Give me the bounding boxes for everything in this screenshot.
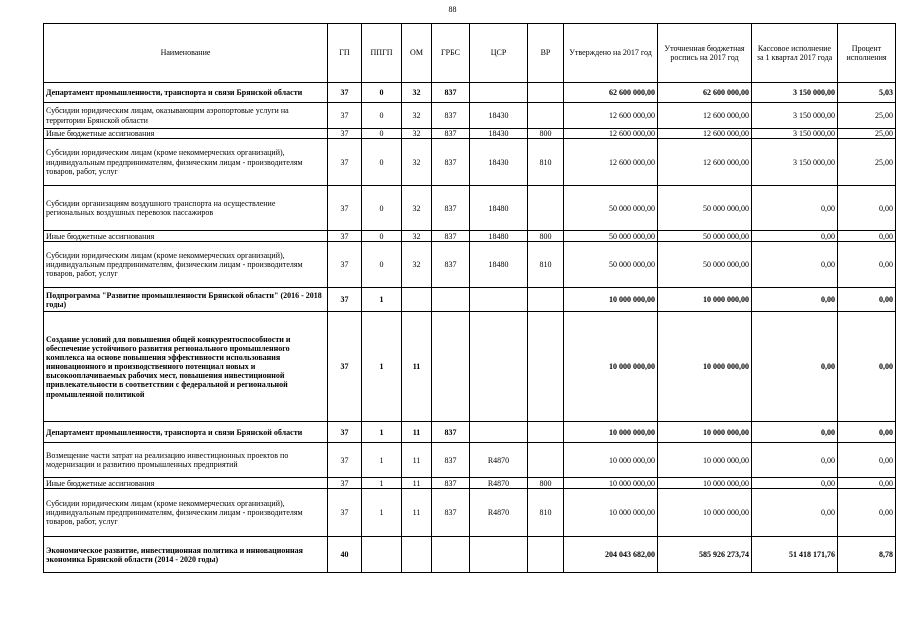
- cell-vr: [528, 186, 564, 231]
- cell-ppgp: 1: [362, 478, 402, 489]
- cell-name: Иные бюджетные ассигнования: [44, 231, 328, 242]
- cell-gp: 37: [328, 83, 362, 103]
- cell-cash: 0,00: [752, 422, 838, 443]
- cell-percent: 25,00: [838, 139, 896, 186]
- cell-csr: 18430: [470, 139, 528, 186]
- cell-vr: 810: [528, 139, 564, 186]
- cell-om: 32: [402, 231, 432, 242]
- cell-vr: [528, 103, 564, 129]
- cell-csr: [470, 288, 528, 312]
- cell-approved: 10 000 000,00: [564, 478, 658, 489]
- cell-approved: 10 000 000,00: [564, 443, 658, 478]
- cell-grbs: 837: [432, 443, 470, 478]
- cell-om: 11: [402, 489, 432, 537]
- table-row: [44, 103, 896, 129]
- cell-percent: 0,00: [838, 186, 896, 231]
- cell-grbs: [432, 312, 470, 422]
- cell-om: 11: [402, 422, 432, 443]
- header-grbs: ГРБС: [432, 24, 470, 83]
- cell-csr: [470, 537, 528, 573]
- cell-om: 32: [402, 139, 432, 186]
- cell-ppgp: 1: [362, 422, 402, 443]
- cell-gp: 37: [328, 242, 362, 288]
- cell-gp: 37: [328, 139, 362, 186]
- table-body: [44, 83, 896, 573]
- cell-approved: 62 600 000,00: [564, 83, 658, 103]
- cell-percent: 25,00: [838, 129, 896, 139]
- cell-vr: [528, 422, 564, 443]
- header-cash: Кассовое исполнение за 1 квартал 2017 года: [752, 24, 838, 83]
- cell-csr: [470, 83, 528, 103]
- cell-gp: 37: [328, 443, 362, 478]
- cell-approved: 10 000 000,00: [564, 288, 658, 312]
- cell-percent: 0,00: [838, 288, 896, 312]
- header-om: ОМ: [402, 24, 432, 83]
- cell-refined: 10 000 000,00: [658, 443, 752, 478]
- header-name: Наименование: [44, 24, 328, 83]
- cell-approved: 12 600 000,00: [564, 139, 658, 186]
- cell-vr: 810: [528, 489, 564, 537]
- cell-gp: 37: [328, 422, 362, 443]
- table-row: [44, 537, 896, 573]
- cell-name: Субсидии юридическим лицам (кроме некоммерческих организаций), индивидуальным предпринимателям, физическим лицам - производителям товаров, работ, услуг: [44, 489, 328, 537]
- table-row: [44, 83, 896, 103]
- cell-percent: 8,78: [838, 537, 896, 573]
- cell-grbs: 837: [432, 231, 470, 242]
- cell-gp: 37: [328, 312, 362, 422]
- cell-cash: 0,00: [752, 489, 838, 537]
- cell-csr: [470, 312, 528, 422]
- cell-om: 11: [402, 478, 432, 489]
- cell-percent: 25,00: [838, 103, 896, 129]
- cell-cash: 3 150 000,00: [752, 83, 838, 103]
- cell-name: Субсидии юридическим лицам, оказывающим аэропортовые услуги на территории Брянской области: [44, 103, 328, 129]
- cell-om: 32: [402, 242, 432, 288]
- table-row: [44, 139, 896, 186]
- cell-cash: 0,00: [752, 443, 838, 478]
- header-gp: ГП: [328, 24, 362, 83]
- cell-name: Экономическое развитие, инвестиционная политика и инновационная экономика Брянской области (2014 - 2020 годы): [44, 537, 328, 573]
- cell-vr: 800: [528, 129, 564, 139]
- table-header-row: [44, 24, 896, 83]
- table-row: [44, 489, 896, 537]
- cell-refined: 50 000 000,00: [658, 186, 752, 231]
- header-approved: Утверждено на 2017 год: [564, 24, 658, 83]
- cell-ppgp: 0: [362, 129, 402, 139]
- header-csr: ЦСР: [470, 24, 528, 83]
- cell-grbs: 837: [432, 422, 470, 443]
- cell-percent: 0,00: [838, 312, 896, 422]
- cell-refined: 50 000 000,00: [658, 242, 752, 288]
- cell-refined: 12 600 000,00: [658, 103, 752, 129]
- cell-vr: 800: [528, 478, 564, 489]
- cell-ppgp: 0: [362, 83, 402, 103]
- cell-grbs: [432, 288, 470, 312]
- cell-name: Иные бюджетные ассигнования: [44, 129, 328, 139]
- cell-csr: 18430: [470, 129, 528, 139]
- cell-refined: 12 600 000,00: [658, 129, 752, 139]
- cell-refined: 10 000 000,00: [658, 478, 752, 489]
- cell-grbs: 837: [432, 139, 470, 186]
- cell-percent: 0,00: [838, 489, 896, 537]
- cell-om: 32: [402, 186, 432, 231]
- cell-approved: 204 043 682,00: [564, 537, 658, 573]
- cell-csr: 18480: [470, 186, 528, 231]
- cell-om: [402, 537, 432, 573]
- cell-percent: 0,00: [838, 231, 896, 242]
- cell-vr: [528, 443, 564, 478]
- table-row: [44, 288, 896, 312]
- cell-om: 32: [402, 129, 432, 139]
- cell-csr: R4870: [470, 478, 528, 489]
- cell-name: Департамент промышленности, транспорта и связи Брянской области: [44, 83, 328, 103]
- cell-percent: 0,00: [838, 478, 896, 489]
- cell-name: Субсидии юридическим лицам (кроме некоммерческих организаций), индивидуальным предпринимателям, физическим лицам - производителям товаров, работ, услуг: [44, 139, 328, 186]
- table-row: [44, 422, 896, 443]
- budget-table: [43, 23, 896, 573]
- cell-cash: 3 150 000,00: [752, 129, 838, 139]
- cell-name: Возмещение части затрат на реализацию инвестиционных проектов по модернизации и развитию промышленных предприятий: [44, 443, 328, 478]
- table-row: [44, 443, 896, 478]
- cell-approved: 50 000 000,00: [564, 231, 658, 242]
- cell-om: 32: [402, 83, 432, 103]
- cell-approved: 10 000 000,00: [564, 312, 658, 422]
- cell-grbs: 837: [432, 103, 470, 129]
- header-vr: ВР: [528, 24, 564, 83]
- cell-gp: 37: [328, 288, 362, 312]
- table-row: [44, 231, 896, 242]
- cell-ppgp: 0: [362, 103, 402, 129]
- table-row: [44, 242, 896, 288]
- cell-gp: 37: [328, 478, 362, 489]
- cell-refined: 585 926 273,74: [658, 537, 752, 573]
- cell-ppgp: 0: [362, 139, 402, 186]
- cell-vr: [528, 83, 564, 103]
- cell-approved: 10 000 000,00: [564, 422, 658, 443]
- cell-percent: 5,03: [838, 83, 896, 103]
- cell-gp: 37: [328, 103, 362, 129]
- cell-ppgp: 1: [362, 312, 402, 422]
- table-row: [44, 129, 896, 139]
- cell-cash: 0,00: [752, 186, 838, 231]
- cell-grbs: 837: [432, 489, 470, 537]
- cell-name: Департамент промышленности, транспорта и связи Брянской области: [44, 422, 328, 443]
- cell-ppgp: 0: [362, 186, 402, 231]
- table-row: [44, 312, 896, 422]
- cell-refined: 10 000 000,00: [658, 489, 752, 537]
- cell-approved: 50 000 000,00: [564, 186, 658, 231]
- cell-gp: 37: [328, 129, 362, 139]
- cell-refined: 12 600 000,00: [658, 139, 752, 186]
- cell-csr: 18430: [470, 103, 528, 129]
- cell-percent: 0,00: [838, 242, 896, 288]
- cell-gp: 37: [328, 489, 362, 537]
- cell-grbs: 837: [432, 83, 470, 103]
- cell-csr: R4870: [470, 443, 528, 478]
- cell-ppgp: 0: [362, 231, 402, 242]
- header-ppgp: ППГП: [362, 24, 402, 83]
- table-row: [44, 186, 896, 231]
- cell-ppgp: [362, 537, 402, 573]
- cell-approved: 12 600 000,00: [564, 129, 658, 139]
- cell-csr: [470, 422, 528, 443]
- cell-refined: 62 600 000,00: [658, 83, 752, 103]
- cell-grbs: 837: [432, 186, 470, 231]
- cell-vr: [528, 537, 564, 573]
- cell-csr: 18480: [470, 231, 528, 242]
- cell-refined: 10 000 000,00: [658, 312, 752, 422]
- cell-grbs: 837: [432, 478, 470, 489]
- cell-name: Иные бюджетные ассигнования: [44, 478, 328, 489]
- cell-refined: 50 000 000,00: [658, 231, 752, 242]
- cell-percent: 0,00: [838, 443, 896, 478]
- cell-csr: R4870: [470, 489, 528, 537]
- cell-ppgp: 1: [362, 443, 402, 478]
- cell-cash: 3 150 000,00: [752, 103, 838, 129]
- cell-refined: 10 000 000,00: [658, 422, 752, 443]
- cell-om: [402, 288, 432, 312]
- cell-cash: 0,00: [752, 231, 838, 242]
- cell-gp: 37: [328, 231, 362, 242]
- cell-grbs: 837: [432, 242, 470, 288]
- cell-approved: 50 000 000,00: [564, 242, 658, 288]
- cell-name: Субсидии юридическим лицам (кроме некоммерческих организаций), индивидуальным предпринимателям, физическим лицам - производителям товаров, работ, услуг: [44, 242, 328, 288]
- cell-cash: 51 418 171,76: [752, 537, 838, 573]
- cell-csr: 18480: [470, 242, 528, 288]
- cell-ppgp: 0: [362, 242, 402, 288]
- cell-vr: [528, 312, 564, 422]
- header-refined: Уточненная бюджетная роспись на 2017 год: [658, 24, 752, 83]
- cell-om: 32: [402, 103, 432, 129]
- cell-cash: 0,00: [752, 242, 838, 288]
- page-number: 88: [448, 5, 457, 14]
- cell-approved: 12 600 000,00: [564, 103, 658, 129]
- cell-vr: 810: [528, 242, 564, 288]
- cell-cash: 0,00: [752, 478, 838, 489]
- cell-name: Субсидии организациям воздушного транспорта на осуществление региональных воздушных перевозок пассажиров: [44, 186, 328, 231]
- cell-cash: 0,00: [752, 288, 838, 312]
- cell-om: 11: [402, 312, 432, 422]
- cell-gp: 40: [328, 537, 362, 573]
- cell-ppgp: 1: [362, 288, 402, 312]
- cell-grbs: 837: [432, 129, 470, 139]
- cell-cash: 0,00: [752, 312, 838, 422]
- cell-ppgp: 1: [362, 489, 402, 537]
- cell-name: Подпрограмма "Развитие промышленности Брянской области" (2016 - 2018 годы): [44, 288, 328, 312]
- cell-vr: [528, 288, 564, 312]
- table-row: [44, 478, 896, 489]
- cell-approved: 10 000 000,00: [564, 489, 658, 537]
- cell-gp: 37: [328, 186, 362, 231]
- cell-om: 11: [402, 443, 432, 478]
- cell-refined: 10 000 000,00: [658, 288, 752, 312]
- cell-vr: 800: [528, 231, 564, 242]
- cell-grbs: [432, 537, 470, 573]
- cell-percent: 0,00: [838, 422, 896, 443]
- header-percent: Процент исполнения: [838, 24, 896, 83]
- cell-cash: 3 150 000,00: [752, 139, 838, 186]
- cell-name: Создание условий для повышения общей конкурентоспособности и обеспечение устойчивого развития регионального промышленного комплекса на основе повышения эффективности использования инновационного и производственного потенциал новых и высокооплачиваемых рабочих мест, повышения инвестиционной привлекательности в соответствии с федеральной и региональной промышленной политикой: [44, 312, 328, 422]
